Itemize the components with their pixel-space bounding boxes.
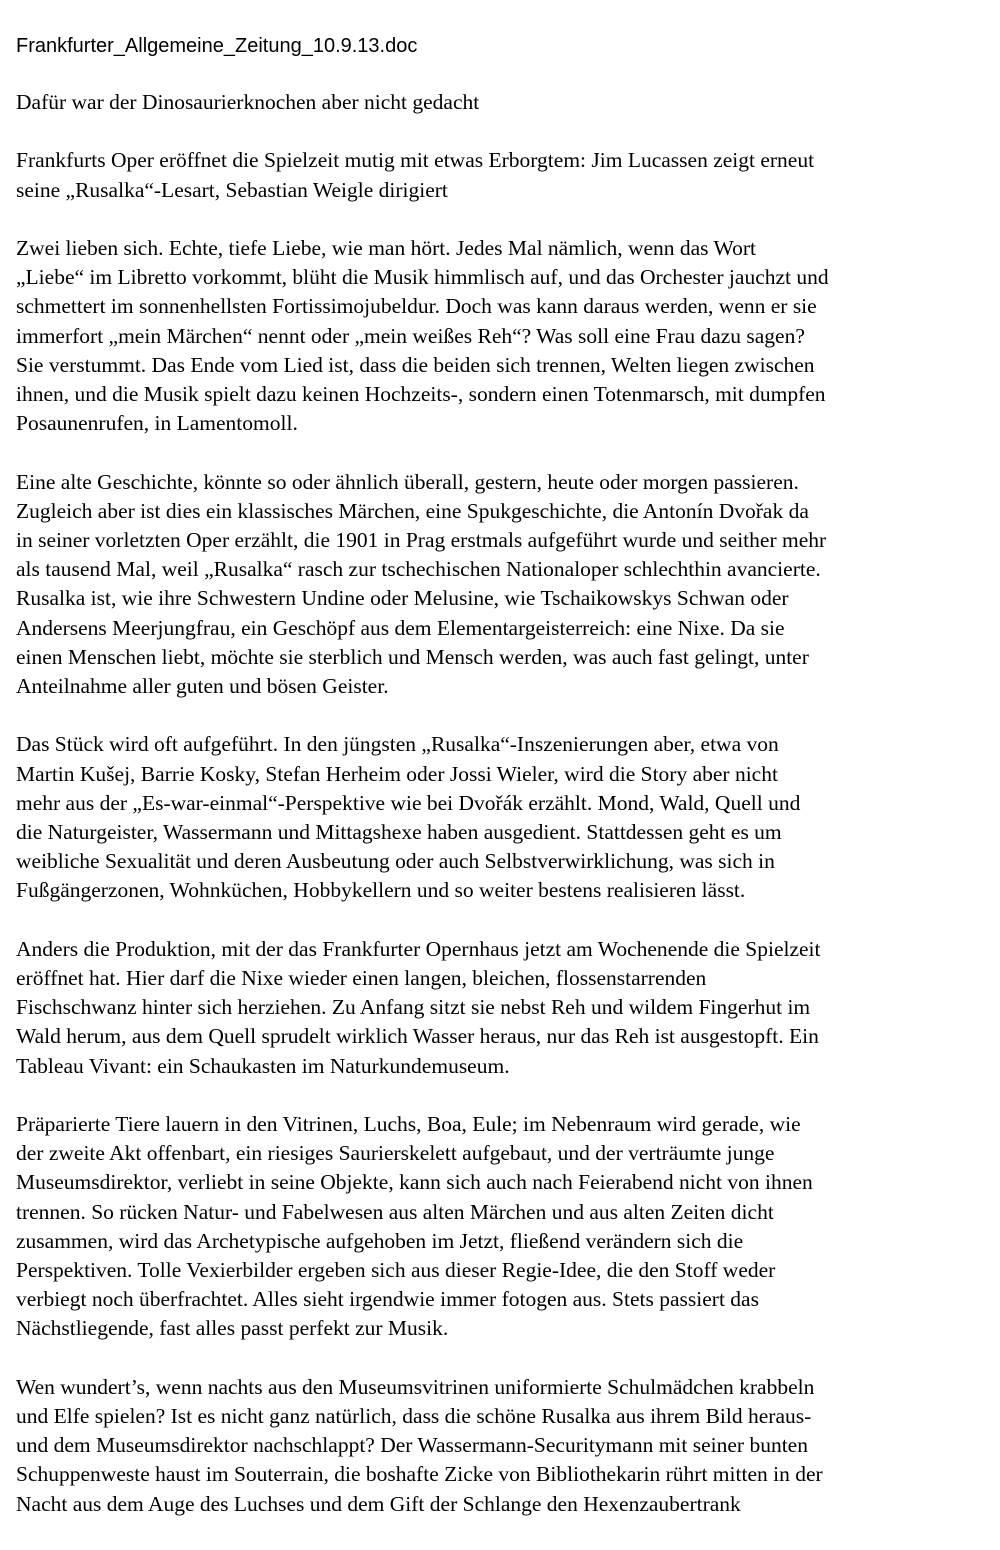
text-line: Fußgängerzonen, Wohnküchen, Hobbykellern und so weiter bestens realisieren lässt. [16,878,746,903]
text-line: Das Stück wird oft aufgeführt. In den jüngsten „Rusalka“-Inszenierungen aber, etwa von [16,732,779,757]
text-line: ihnen, und die Musik spielt dazu keinen Hochzeits-, sondern einen Totenmarsch, mit dumpfen [16,382,826,406]
text-line: in seiner vorletzten Oper erzählt, die 1901 in Prag erstmals aufgeführt wurde und seither mehr [16,528,827,552]
text-line: „Liebe“ im Libretto vorkommt, blüht die Musik himmlisch auf, und das Orchester jauchzt und [16,265,829,290]
text-line: Tableau Vivant: ein Schaukasten im Naturkundemuseum. [16,1053,510,1078]
text-line: und dem Museumsdirektor nachschlappt? Der Wassermann-Securitymann mit seiner bunten [16,1433,808,1458]
text-line: mehr aus der „Es-war-einmal“-Perspektive wie bei Dvořák erzählt. Mond, Wald, Quell und [16,790,801,815]
text-line: Perspektiven. Tolle Vexierbilder ergeben sich aus dieser Regie-Idee, die den Stoff weder [16,1258,776,1283]
text-line: Zugleich aber ist dies ein klassisches Märchen, eine Spukgeschichte, die Antonín Dvořak da [16,498,809,523]
text-line: schmettert im sonnenhellsten Fortissimojubeldur. Doch was kann daraus werden, wenn er sie [16,294,817,319]
text-line: immerfort „mein Märchen“ nennt oder „mein weißes Reh“? Was soll eine Frau dazu sagen? [16,323,805,348]
text-line: Wen wundert’s, wenn nachts aus den Museumsvitrinen uniformierte Schulmädchen krabbeln [16,1374,815,1399]
text-line: Präparierte Tiere lauern in den Vitrinen, Luchs, Boa, Eule; im Nebenraum wird gerade, wie [16,1112,801,1137]
text-line: Fischschwanz hinter sich herziehen. Zu Anfang sitzt sie nebst Reh und wildem Fingerhut im [16,995,811,1020]
article-paragraph-1 [16,234,984,438]
text-line: einen Menschen liebt, möchte sie sterblich und Mensch werden, was auch fast gelingt, unter [16,644,809,669]
text-line: Posaunenrufen, in Lamentomoll. [16,411,298,436]
article-paragraph-2 [16,468,984,702]
text-line: Dafür war der Dinosaurierknochen aber nicht gedacht [16,90,480,114]
text-line: weibliche Sexualität und deren Ausbeutung oder auch Selbstverwirklichung, was sich in [16,849,775,874]
text-line: als tausend Mal, weil „Rusalka“ rasch zur tschechischen Nationaloper schlechthin avancierte. [16,557,821,582]
text-line: Anteilnahme aller guten und bösen Geister. [16,674,389,699]
text-line: der zweite Akt offenbart, ein riesiges Saurierskelett aufgebaut, und der verträumte junge [16,1141,775,1166]
text-line: die Naturgeister, Wassermann und Mittagshexe haben ausgedient. Stattdessen geht es um [16,820,782,845]
text-line: Anders die Produktion, mit der das Frankfurter Opernhaus jetzt am Wochenende die Spielzeit [16,936,821,961]
text-line: trennen. So rücken Natur- und Fabelwesen aus alten Märchen und aus alten Zeiten dicht [16,1199,774,1224]
article-paragraph-3 [16,730,984,905]
text-line: Zwei lieben sich. Echte, tiefe Liebe, wie man hört. Jedes Mal nämlich, wenn das Wort [16,235,756,260]
text-line: Andersens Meerjungfrau, ein Geschöpf aus dem Elementargeisterreich: eine Nixe. Da sie [16,615,785,640]
article-paragraph-5 [16,1110,984,1344]
text-line: seine „Rusalka“-Lesart, Sebastian Weigle dirigiert [16,177,448,202]
text-line: Wald herum, aus dem Quell sprudelt wirklich Wasser heraus, nur das Reh ist ausgestopft. Ein [16,1024,819,1049]
text-line: Eine alte Geschichte, könnte so oder ähnlich überall, gestern, heute oder morgen passieren. [16,469,799,494]
article-paragraph-6 [16,1373,984,1519]
document-page [16,32,984,1548]
article-paragraph-4 [16,935,984,1081]
text-line: verbiegt noch überfrachtet. Alles sieht irgendwie immer fotogen aus. Stets passiert das [16,1287,759,1312]
article-subheadline [16,146,984,204]
text-line: und Elfe spielen? Ist es nicht ganz natürlich, dass die schöne Rusalka aus ihrem Bild heraus- [16,1404,812,1429]
text-line: Rusalka ist, wie ihre Schwestern Undine oder Melusine, wie Tschaikowskys Schwan oder [16,586,789,611]
text-line: Frankfurts Oper eröffnet die Spielzeit mutig mit etwas Erborgtem: Jim Lucassen zeigt erneut [16,148,815,173]
text-line: eröffnet hat. Hier darf die Nixe wieder einen langen, bleichen, flossenstarrenden [16,966,707,991]
text-line: Nächstliegende, fast alles passt perfekt zur Musik. [16,1316,449,1341]
text-line: Nacht aus dem Auge des Luchses und dem Gift der Schlange den Hexenzaubertrank [16,1491,741,1516]
text-line: Sie verstummt. Das Ende vom Lied ist, dass die beiden sich trennen, Welten liegen zwischen [16,352,815,377]
article-headline [16,88,984,117]
text-line: Schuppenweste haust im Souterrain, die boshafte Zicke von Bibliothekarin rührt mitten in der [16,1462,823,1487]
text-line: Museumsdirektor, verliebt in seine Objekte, kann sich auch nach Feierabend nicht von ihnen [16,1170,813,1195]
document-filename: Frankfurter_Allgemeine_Zeitung_10.9.13.doc [16,35,418,57]
text-line: Martin Kušej, Barrie Kosky, Stefan Herheim oder Jossi Wieler, wird die Story aber nicht [16,761,778,786]
text-line: zusammen, wird das Archetypische aufgehoben im Jetzt, fließend verändern sich die [16,1228,744,1253]
